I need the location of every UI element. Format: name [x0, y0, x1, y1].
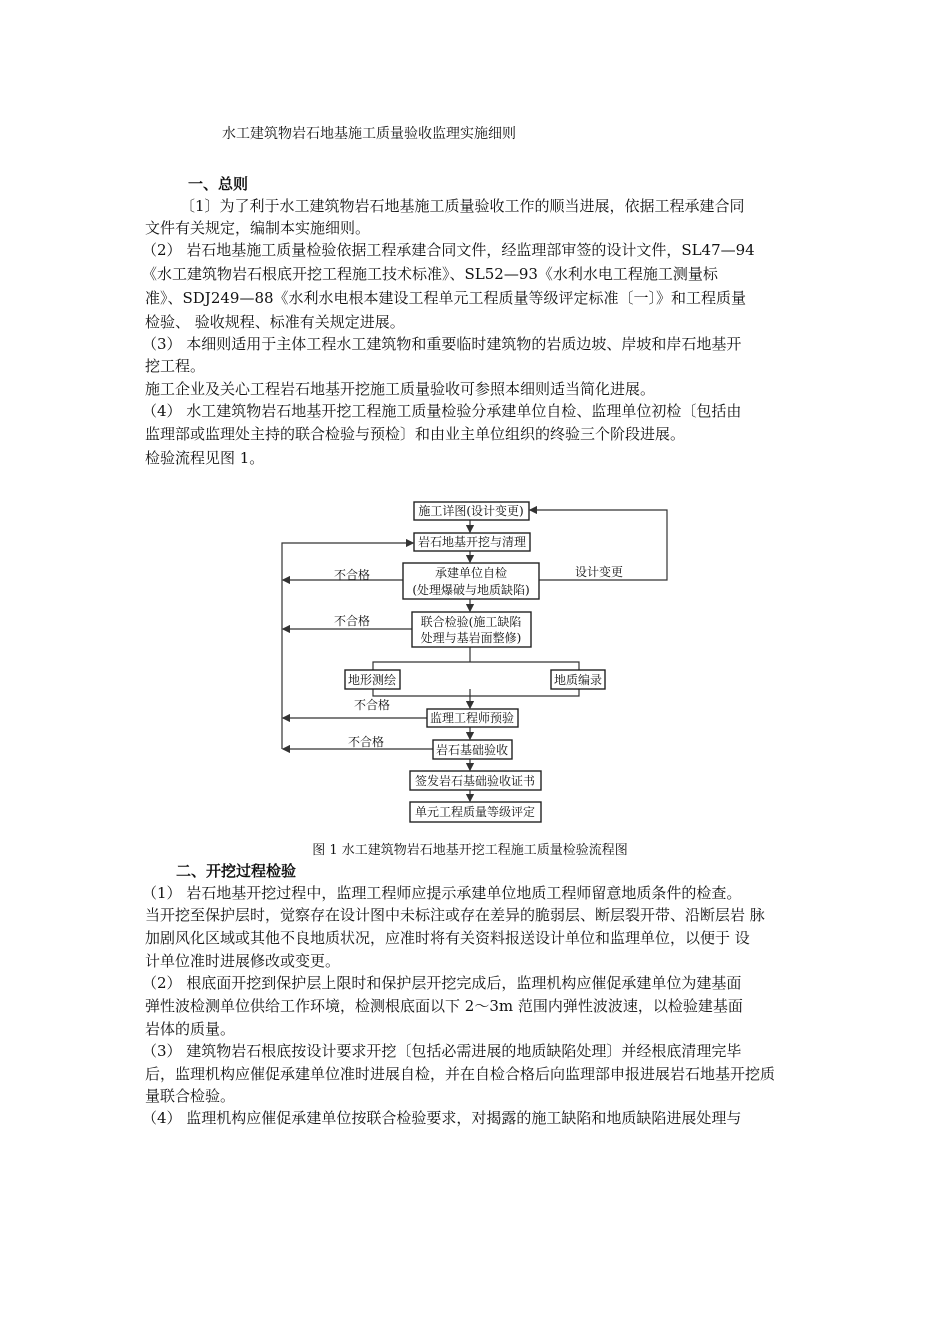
flow-box-joint-check	[412, 612, 531, 647]
document-title: 水工建筑物岩石地基施工质量验收监理实施细则	[222, 126, 516, 142]
flow-box-self-check	[403, 563, 539, 599]
fail-label: 不合格	[333, 614, 371, 628]
svg-text:地形测绘: 地形测绘	[347, 673, 397, 687]
paragraph-line: 《水工建筑物岩石根底开挖工程施工技术标准》、SL52—93《水利水电工程施工测量标	[142, 265, 718, 283]
flow-box-geo-record	[551, 670, 605, 689]
section-heading: 一、总则	[188, 175, 249, 193]
paragraph-line: （3） 本细则适用于主体工程水工建筑物和重要临时建筑物的岩质边坡、岸坡和岸石地基开	[142, 335, 742, 353]
figure-caption: 图 1 水工建筑物岩石地基开挖工程施工质量检验流程图	[312, 843, 628, 858]
paragraph-line: （1） 岩石地基开挖过程中，监理工程师应提示承建单位地质工程师留意地质条件的检查。	[142, 884, 742, 902]
paragraph-line: 检验流程见图 1。	[145, 449, 265, 467]
paragraph-line: 文件有关规定，编制本实施细则。	[145, 219, 371, 237]
svg-text:联合检验(施工缺陷: 联合检验(施工缺陷	[420, 615, 522, 629]
paragraph-line: 计单位准时进展修改或变更。	[145, 952, 341, 970]
flow-box-topo-survey	[345, 670, 400, 689]
design-change-label: 设计变更	[574, 565, 624, 579]
svg-text:单元工程质量等级评定: 单元工程质量等级评定	[414, 805, 536, 819]
paragraph-line: 后，监理机构应催促承建单位准时进展自检，并在自检合格后向监理部申报进展岩石地基开挖质	[145, 1065, 776, 1083]
paragraph-line: （2） 岩石地基施工质量检验依据工程承建合同文件，经监理部审签的设计文件，SL47—94	[142, 241, 755, 259]
flow-box-pre-inspection	[427, 709, 518, 727]
fail-label: 不合格	[353, 698, 391, 712]
paragraph-line: 加剧风化区域或其他不良地质状况，应准时将有关资料报送设计单位和监理单位，以便于 设	[145, 929, 750, 947]
paragraph-line: （4） 监理机构应催促承建单位按联合检验要求，对揭露的施工缺陷和地质缺陷进展处理与	[142, 1109, 742, 1127]
svg-text:地质编录: 地质编录	[553, 673, 603, 687]
paragraph-line: （2） 根底面开挖到保护层上限时和保护层开挖完成后，监理机构应催促承建单位为建基面	[142, 974, 742, 992]
paragraph-line: 〔1〕为了利于水工建筑物岩石地基施工质量验收工作的顺当进展，依据工程承建合同	[180, 197, 745, 215]
paragraph-line: 监理部或监理处主持的联合检验与预检〕和由业主单位组织的终验三个阶段进展。	[145, 425, 686, 443]
paragraph-line: 检验、 验收规程、标准有关规定进展。	[145, 313, 405, 331]
paragraph-line: 弹性波检测单位供给工作环境，检测根底面以下 2～3m 范围内弹性波波速，以检验建基面	[145, 997, 743, 1015]
paragraph-line: 准》、SDJ249—88《水利水电根本建设工程单元工程质量等级评定标准〔一〕》和工程质量	[145, 289, 747, 307]
flow-box-grading	[410, 802, 541, 822]
flow-box-detail-drawing	[414, 502, 529, 520]
fail-label: 不合格	[333, 568, 371, 582]
svg-text:处理与基岩面整修): 处理与基岩面整修)	[420, 631, 522, 645]
svg-text:施工详图(设计变更): 施工详图(设计变更)	[418, 504, 524, 518]
svg-text:监理工程师预验: 监理工程师预验	[429, 711, 515, 725]
section-heading: 二、开挖过程检验	[176, 862, 297, 880]
paragraph-line: 挖工程。	[145, 357, 206, 375]
svg-text:岩石基础验收: 岩石基础验收	[435, 743, 509, 757]
svg-text:签发岩石基础验收证书: 签发岩石基础验收证书	[414, 774, 536, 788]
paragraph-line: 量联合检验。	[145, 1087, 236, 1105]
flow-box-excavation	[414, 533, 530, 551]
paragraph-line: 岩体的质量。	[145, 1020, 236, 1038]
svg-text:承建单位自检: 承建单位自检	[434, 566, 508, 580]
fail-label: 不合格	[347, 735, 385, 749]
svg-text:(处理爆破与地质缺陷): (处理爆破与地质缺陷)	[412, 583, 530, 597]
paragraph-line: 施工企业及关心工程岩石地基开挖施工质量验收可参照本细则适当简化进展。	[145, 380, 656, 398]
flow-box-certificate	[410, 771, 541, 790]
paragraph-line: （4） 水工建筑物岩石地基开挖工程施工质量检验分承建单位自检、监理单位初检〔包括由	[142, 402, 742, 420]
paragraph-line: 当开挖至保护层时，觉察存在设计图中未标注或存在差异的脆弱层、断层裂开带、沿断层岩 脉	[145, 906, 765, 924]
svg-text:岩石地基开挖与清理: 岩石地基开挖与清理	[417, 535, 527, 549]
paragraph-line: （3） 建筑物岩石根底按设计要求开挖〔包括必需进展的地质缺陷处理〕并经根底清理完毕	[142, 1042, 742, 1060]
flow-box-acceptance	[433, 740, 512, 759]
